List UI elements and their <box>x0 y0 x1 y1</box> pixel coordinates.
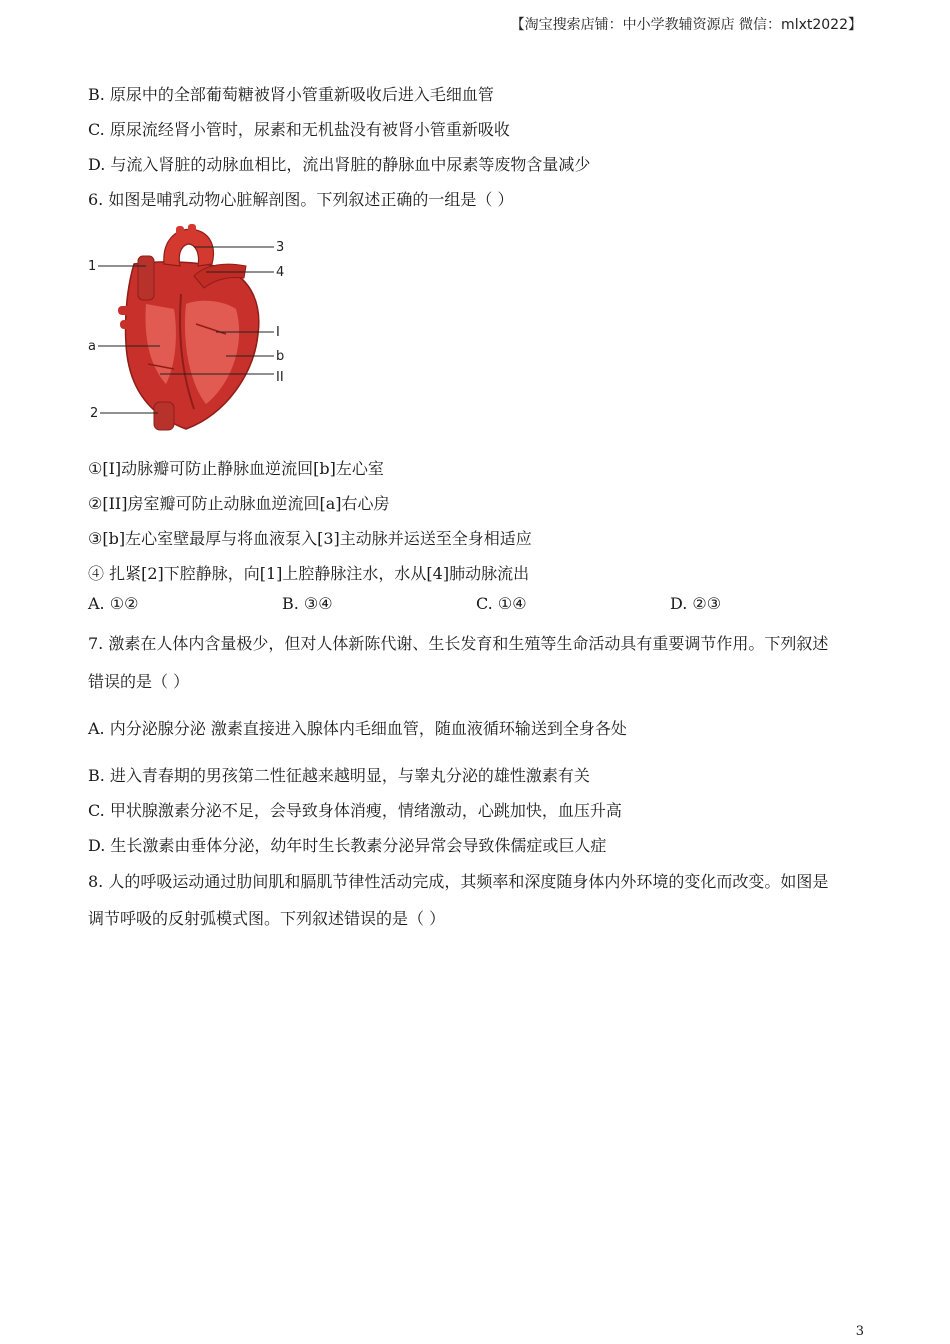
q5-option-b: B. 原尿中的全部葡萄糖被肾小管重新吸收后进入毛细血管 <box>88 85 494 104</box>
q6-stem: 6. 如图是哺乳动物心脏解剖图。下列叙述正确的一组是（ ） <box>88 190 514 209</box>
inferior-vena-cava-shape <box>154 402 174 430</box>
q5-option-d: D. 与流入肾脏的动脉血相比，流出肾脏的静脉血中尿素等废物含量减少 <box>88 155 591 174</box>
artery-branch <box>176 226 184 242</box>
q7-option-d: D. 生长激素由垂体分泌，幼年时生长教素分泌异常会导致侏儒症或巨人症 <box>88 836 607 855</box>
figure-label-II: II <box>276 370 284 385</box>
q7-option-a: A. 内分泌腺分泌 激素直接进入腺体内毛细血管，随血液循环输送到全身各处 <box>88 719 627 738</box>
figure-label-1: 1 <box>88 259 97 274</box>
figure-label-I: I <box>276 325 280 340</box>
q6-statement-2: ②[II]房室瓣可防止动脉血逆流回[a]右心房 <box>88 494 390 513</box>
pulmonary-vein-shape <box>118 306 138 315</box>
figure-label-a: a <box>88 339 96 354</box>
page-number: 3 <box>855 1324 864 1339</box>
q6-option-b: B. ③④ <box>282 594 333 613</box>
superior-vena-cava-shape <box>138 256 154 300</box>
artery-branch <box>188 224 196 238</box>
q7-option-b: B. 进入青春期的男孩第二性征越来越明显，与睾丸分泌的雄性激素有关 <box>88 766 590 785</box>
q7-stem-line-1: 7. 激素在人体内含量极少，但对人体新陈代谢、生长发育和生殖等生命活动具有重要调节作用。下列叙述 <box>88 634 829 653</box>
heart-anatomy-figure <box>86 224 296 436</box>
q6-option-c: C. ①④ <box>476 594 527 613</box>
q6-option-a: A. ①② <box>88 594 139 613</box>
q5-option-c: C. 原尿流经肾小管时，尿素和无机盐没有被肾小管重新吸收 <box>88 120 510 139</box>
figure-label-2: 2 <box>90 406 99 421</box>
pulmonary-vein-shape <box>120 320 138 329</box>
q6-statement-1: ①[I]动脉瓣可防止静脉血逆流回[b]左心室 <box>88 459 384 478</box>
q8-stem-line-2: 调节呼吸的反射弧模式图。下列叙述错误的是（ ） <box>88 909 446 928</box>
q7-stem-line-2: 错误的是（ ） <box>88 672 190 691</box>
q7-option-c: C. 甲状腺激素分泌不足，会导致身体消瘦，情绪激动，心跳加快，血压升高 <box>88 801 622 820</box>
q6-statement-4: ④ 扎紧[2]下腔静脉，向[1]上腔静脉注水，水从[4]肺动脉流出 <box>88 564 530 583</box>
figure-label-3: 3 <box>276 240 285 255</box>
q8-stem-line-1: 8. 人的呼吸运动通过肋间肌和膈肌节律性活动完成，其频率和深度随身体内外环境的变化而改变。如图是 <box>88 872 829 891</box>
q6-statement-3: ③[b]左心室壁最厚与将血液泵入[3]主动脉并运送至全身相适应 <box>88 529 532 548</box>
figure-label-b: b <box>276 349 285 364</box>
figure-label-4: 4 <box>276 265 285 280</box>
page-header: 【淘宝搜索店铺：中小学教辅资源店 微信：mlxt2022】 <box>510 17 862 33</box>
q6-option-d: D. ②③ <box>670 594 722 613</box>
